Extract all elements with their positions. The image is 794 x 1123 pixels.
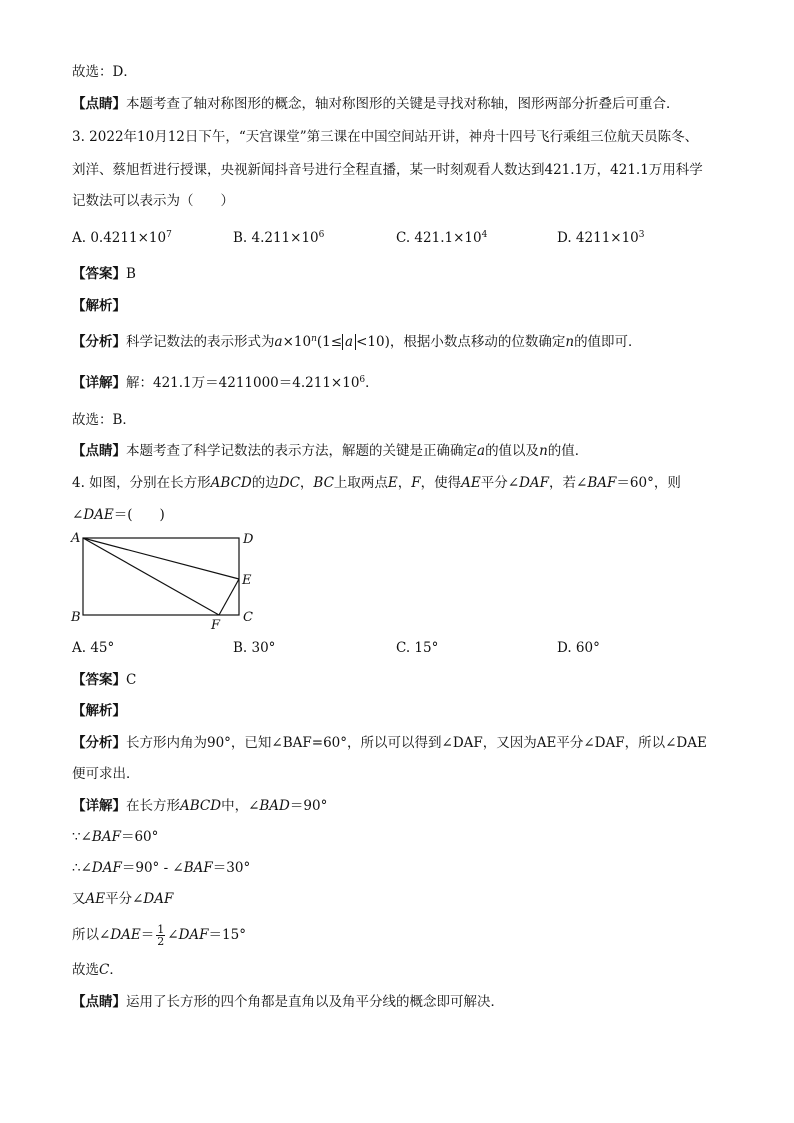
q3-option-c: C. $421.1\times 10^4$ — [396, 230, 488, 246]
label-d: D — [243, 532, 254, 547]
rectangle-abcd — [83, 538, 239, 615]
q3-stem-line-3: 记数法可以表示为（ ） — [72, 193, 234, 209]
label-a: A — [71, 531, 81, 546]
q4-jiexi-line: 【解析】 — [72, 703, 126, 719]
q4-option-d: D. 60° — [557, 640, 600, 656]
label-f: F — [211, 618, 221, 632]
q4-option-a: A. 45° — [72, 640, 115, 656]
q4-fenxi-line-1: 【分析】长方形内角为90°，已知∠BAF=60°，所以可以得到∠DAF，又因为AE平分∠DAF，所以∠DAE — [72, 735, 707, 751]
q4-stem-line-2: ∠DAE＝( ) — [72, 507, 165, 523]
label-e: E — [242, 573, 252, 588]
segment-af — [83, 538, 219, 615]
q4-dianjing-line: 【点睛】运用了长方形的四个角都是直角以及角平分线的概念即可解决． — [72, 994, 504, 1010]
prev-dianjing-line: 【点睛】本题考查了轴对称图形的概念，轴对称图形的关键是寻找对称轴，图形两部分折叠后可重合． — [72, 96, 680, 112]
q4-xiangjie-line-3: ∴∠DAF＝90° - ∠BAF＝30° — [72, 860, 251, 876]
q3-option-b: B. $4.211\times 10^6$ — [233, 230, 325, 246]
q4-option-c: C. 15° — [396, 640, 439, 656]
q4-xiangjie-line-1: 【详解】在长方形ABCD中，∠BAD＝90° — [72, 798, 328, 814]
q4-option-b: B. 30° — [233, 640, 276, 656]
q4-xiangjie-line-2: ∵∠BAF＝60° — [72, 829, 159, 845]
q4-fenxi-line-2: 便可求出． — [72, 766, 140, 782]
q3-dianjing-line: 【点睛】本题考查了科学记数法的表示方法，解题的关键是正确确定a的值以及n的值． — [72, 443, 589, 459]
q4-guxuan-line: 故选C． — [72, 962, 123, 978]
segment-ae — [83, 538, 239, 579]
segment-ef — [219, 579, 239, 615]
label-b: B — [71, 610, 81, 625]
prev-answer-line: 故选：D． — [72, 64, 137, 80]
q3-stem-line-1: 3. 2022年10月12日下午，“天宫课堂”第三课在中国空间站开讲，神舟十四号飞行乘组三位航天员陈冬、 — [72, 129, 699, 145]
label-c: C — [243, 610, 253, 625]
q4-answer-line: 【答案】C — [72, 672, 137, 688]
q3-stem-line-2: 刘洋、蔡旭哲进行授课，央视新闻抖音号进行全程直播，某一时刻观看人数达到421.1万，421.1万用科学 — [72, 162, 703, 178]
q3-option-d: D. $4211\times 10^3$ — [557, 230, 645, 246]
q3-fenxi-line: 【分析】科学记数法的表示形式为$a\times 10^n(1\le a <10)$，根据小数点移动的位数确定n的值即可． — [72, 334, 642, 350]
fraction-one-half: $\frac{1}{2}$ — [157, 923, 165, 948]
q3-xiangjie-line: 【详解】解：421.1万$=4211000=4.211\times 10^6$． — [72, 375, 379, 391]
q3-option-a: A. $0.4211\times 10^7$ — [72, 230, 172, 246]
q4-xiangjie-line-5: 所以∠DAE＝ $\frac{1}{2}$ ∠DAF＝15° — [72, 923, 246, 948]
q3-guxuan-line: 故选：B． — [72, 412, 136, 428]
q4-xiangjie-line-4: 又AE平分∠DAF — [72, 891, 174, 907]
rectangle-figure — [68, 528, 268, 632]
q3-jiexi-line: 【解析】 — [72, 298, 126, 314]
q3-answer-line: 【答案】B — [72, 266, 136, 282]
q4-stem-line-1: 4. 如图，分别在长方形ABCD的边DC，BC上取两点E，F，使得AE平分∠DAF，若∠BAF＝60°，则 — [72, 475, 681, 491]
